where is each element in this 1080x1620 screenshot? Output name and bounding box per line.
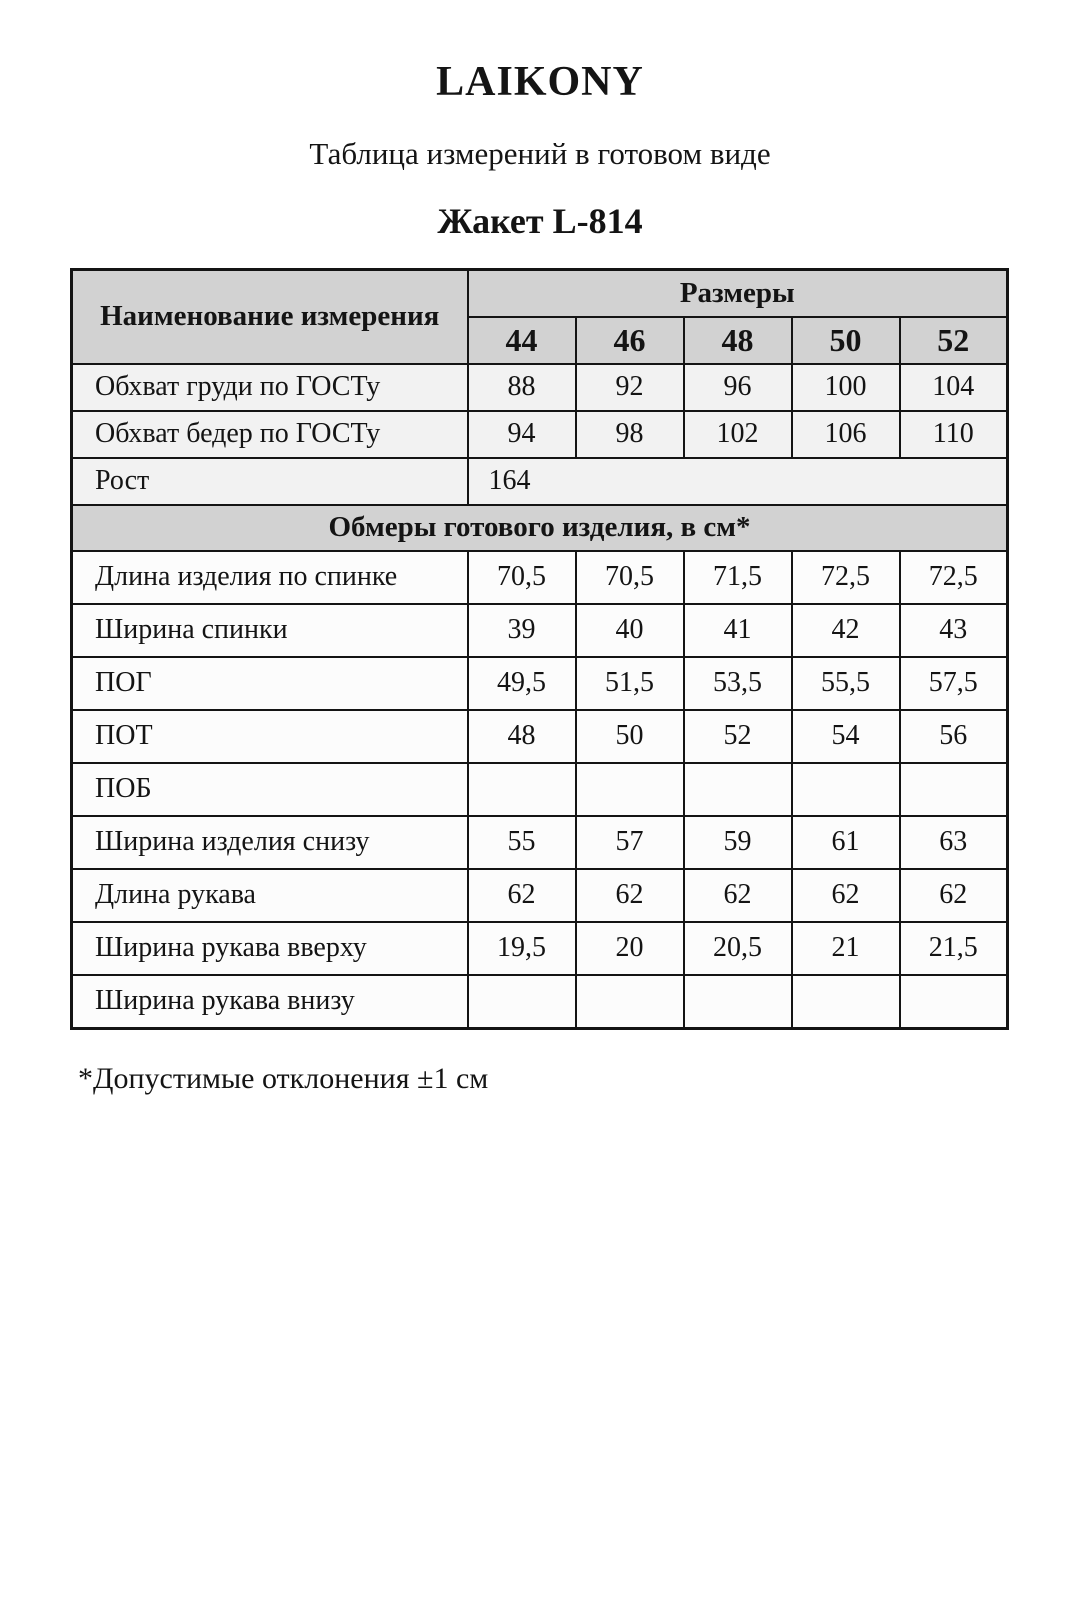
value-cell: 98 xyxy=(576,411,684,458)
value-cell: 43 xyxy=(900,604,1008,657)
value-cell: 62 xyxy=(900,869,1008,922)
value-cell: 102 xyxy=(684,411,792,458)
value-cell xyxy=(792,975,900,1029)
document-subtitle: Таблица измерений в готовом виде xyxy=(309,136,771,171)
value-cell: 49,5 xyxy=(468,657,576,710)
row-label: Ширина рукава внизу xyxy=(72,975,468,1029)
table-row-chest-gost xyxy=(72,364,1008,411)
row-label: ПОТ xyxy=(72,710,468,763)
value-cell: 106 xyxy=(792,411,900,458)
value-cell: 92 xyxy=(576,364,684,411)
value-cell xyxy=(900,763,1008,816)
value-cell xyxy=(576,975,684,1029)
row-label: Обхват груди по ГОСТу xyxy=(72,364,468,411)
value-cell: 70,5 xyxy=(576,551,684,604)
value-cell: 19,5 xyxy=(468,922,576,975)
row-label: Ширина спинки xyxy=(72,604,468,657)
value-cell: 62 xyxy=(684,869,792,922)
value-cell xyxy=(468,763,576,816)
row-label: Обхват бедер по ГОСТу xyxy=(72,411,468,458)
table-row-bottom-width xyxy=(72,816,1008,869)
size-col-header: 46 xyxy=(576,317,684,364)
value-cell: 42 xyxy=(792,604,900,657)
value-cell xyxy=(792,763,900,816)
value-cell xyxy=(684,763,792,816)
value-cell: 110 xyxy=(900,411,1008,458)
value-cell: 55,5 xyxy=(792,657,900,710)
value-cell: 39 xyxy=(468,604,576,657)
row-label: Длина рукава xyxy=(72,869,468,922)
size-col-header: 50 xyxy=(792,317,900,364)
table-row-pot xyxy=(72,710,1008,763)
size-col-header: 48 xyxy=(684,317,792,364)
value-cell: 53,5 xyxy=(684,657,792,710)
measurement-table xyxy=(70,268,1009,1030)
table-row-hips-gost xyxy=(72,411,1008,458)
table-row-sleeve-length xyxy=(72,869,1008,922)
value-cell: 70,5 xyxy=(468,551,576,604)
value-cell: 63 xyxy=(900,816,1008,869)
value-cell: 40 xyxy=(576,604,684,657)
table-row-sleeve-top-width xyxy=(72,922,1008,975)
sizes-header: Размеры xyxy=(468,270,1008,318)
value-cell: 57,5 xyxy=(900,657,1008,710)
value-cell: 72,5 xyxy=(900,551,1008,604)
table-row-sleeve-bottom-width xyxy=(72,975,1008,1029)
value-cell xyxy=(684,975,792,1029)
height-value-cell: 164 xyxy=(468,458,1008,505)
table-row-back-length xyxy=(72,551,1008,604)
row-label: Рост xyxy=(72,458,468,505)
value-cell: 50 xyxy=(576,710,684,763)
value-cell: 57 xyxy=(576,816,684,869)
row-label: ПОБ xyxy=(72,763,468,816)
value-cell: 62 xyxy=(576,869,684,922)
size-col-header: 52 xyxy=(900,317,1008,364)
brand-title: LAIKONY xyxy=(436,59,644,105)
value-cell xyxy=(576,763,684,816)
value-cell xyxy=(900,975,1008,1029)
tolerance-footnote: *Допустимые отклонения ±1 см xyxy=(78,1062,489,1095)
row-label: Ширина рукава вверху xyxy=(72,922,468,975)
value-cell: 20,5 xyxy=(684,922,792,975)
value-cell: 61 xyxy=(792,816,900,869)
value-cell: 55 xyxy=(468,816,576,869)
value-cell xyxy=(468,975,576,1029)
size-col-header: 44 xyxy=(468,317,576,364)
value-cell: 54 xyxy=(792,710,900,763)
table-header-row xyxy=(72,270,1008,318)
value-cell: 20 xyxy=(576,922,684,975)
section-header: Обмеры готового изделия, в см* xyxy=(72,505,1008,551)
row-label: Длина изделия по спинке xyxy=(72,551,468,604)
value-cell: 52 xyxy=(684,710,792,763)
row-label: Ширина изделия снизу xyxy=(72,816,468,869)
value-cell: 48 xyxy=(468,710,576,763)
value-cell: 71,5 xyxy=(684,551,792,604)
value-cell: 72,5 xyxy=(792,551,900,604)
value-cell: 88 xyxy=(468,364,576,411)
product-title: Жакет L-814 xyxy=(437,201,643,241)
section-header-row xyxy=(72,505,1008,551)
table-row-back-width xyxy=(72,604,1008,657)
value-cell: 56 xyxy=(900,710,1008,763)
value-cell: 94 xyxy=(468,411,576,458)
value-cell: 21 xyxy=(792,922,900,975)
value-cell: 62 xyxy=(792,869,900,922)
value-cell: 104 xyxy=(900,364,1008,411)
value-cell: 62 xyxy=(468,869,576,922)
document-header xyxy=(0,0,1080,242)
measurement-name-header: Наименование измерения xyxy=(72,270,468,365)
value-cell: 59 xyxy=(684,816,792,869)
value-cell: 96 xyxy=(684,364,792,411)
value-cell: 41 xyxy=(684,604,792,657)
value-cell: 100 xyxy=(792,364,900,411)
value-cell: 21,5 xyxy=(900,922,1008,975)
value-cell: 51,5 xyxy=(576,657,684,710)
table-row-pob xyxy=(72,763,1008,816)
row-label: ПОГ xyxy=(72,657,468,710)
table-row-height xyxy=(72,458,1008,505)
table-row-pog xyxy=(72,657,1008,710)
